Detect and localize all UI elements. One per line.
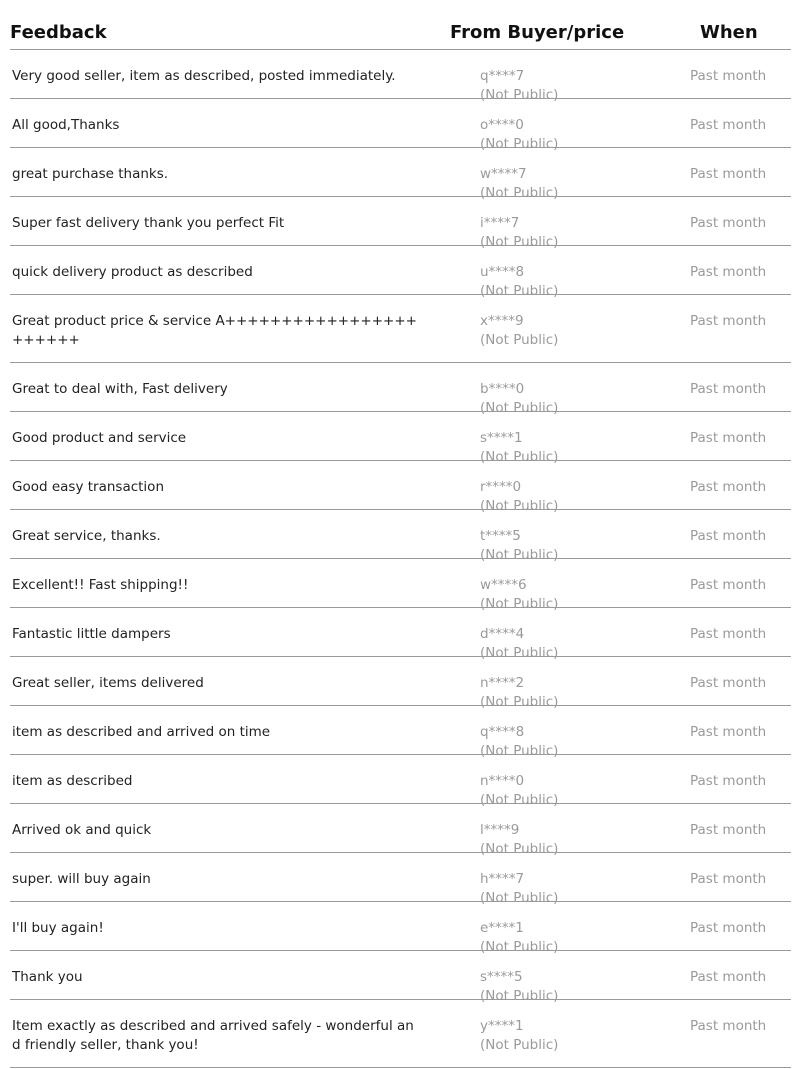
feedback-text: item as described bbox=[12, 773, 133, 789]
buyer-id: x****9 bbox=[480, 313, 524, 329]
buyer-visibility: (Not Public) bbox=[480, 87, 559, 103]
feedback-rows bbox=[10, 50, 791, 1068]
table-row bbox=[10, 1000, 791, 1068]
buyer-id: n****0 bbox=[480, 773, 525, 789]
feedback-text: item as described and arrived on time bbox=[12, 724, 271, 740]
table-row bbox=[10, 363, 791, 416]
buyer-visibility: (Not Public) bbox=[480, 234, 559, 250]
feedback-text: All good,Thanks bbox=[12, 117, 120, 133]
buyer-id: i****7 bbox=[480, 215, 520, 231]
table-row bbox=[10, 657, 791, 710]
feedback-text: Good easy transaction bbox=[12, 479, 164, 495]
feedback-table bbox=[10, 0, 791, 1068]
feedback-text: Excellent!! Fast shipping!! bbox=[12, 577, 189, 593]
feedback-text: Arrived ok and quick bbox=[12, 822, 152, 838]
buyer-visibility: (Not Public) bbox=[480, 498, 559, 514]
buyer-id: e****1 bbox=[480, 920, 524, 936]
buyer-id: b****0 bbox=[480, 381, 525, 397]
feedback-when: Past month bbox=[690, 1018, 767, 1034]
buyer-visibility: (Not Public) bbox=[480, 136, 559, 152]
feedback-when: Past month bbox=[690, 166, 767, 182]
buyer-id: y****1 bbox=[480, 1018, 524, 1034]
feedback-when: Past month bbox=[690, 528, 767, 544]
buyer-visibility: (Not Public) bbox=[480, 283, 559, 299]
buyer-visibility: (Not Public) bbox=[480, 185, 559, 201]
table-row bbox=[10, 246, 791, 299]
buyer-id: w****7 bbox=[480, 166, 527, 182]
feedback-when: Past month bbox=[690, 117, 767, 133]
feedback-when: Past month bbox=[690, 724, 767, 740]
table-row bbox=[10, 148, 791, 201]
table-row bbox=[10, 559, 791, 612]
table-row bbox=[10, 50, 791, 103]
buyer-visibility: (Not Public) bbox=[480, 449, 559, 465]
table-row bbox=[10, 412, 791, 465]
table-row bbox=[10, 853, 791, 906]
table-row bbox=[10, 706, 791, 759]
table-row bbox=[10, 510, 791, 563]
buyer-visibility: (Not Public) bbox=[480, 792, 559, 808]
feedback-text: Very good seller, item as described, posted immediately. bbox=[12, 68, 396, 84]
buyer-id: h****7 bbox=[480, 871, 525, 887]
feedback-text: Great to deal with, Fast delivery bbox=[12, 381, 228, 397]
buyer-visibility: (Not Public) bbox=[480, 743, 559, 759]
buyer-cell bbox=[480, 1017, 558, 1055]
feedback-when: Past month bbox=[690, 920, 767, 936]
table-row bbox=[10, 951, 791, 1004]
feedback-when: Past month bbox=[690, 313, 767, 329]
feedback-when: Past month bbox=[690, 675, 767, 691]
feedback-when: Past month bbox=[690, 626, 767, 642]
table-row bbox=[10, 608, 791, 661]
feedback-when: Past month bbox=[690, 68, 767, 84]
feedback-when: Past month bbox=[690, 264, 767, 280]
feedback-text: Thank you bbox=[12, 969, 83, 985]
feedback-text: Great seller, items delivered bbox=[12, 675, 204, 691]
table-header bbox=[10, 0, 791, 50]
buyer-id: o****0 bbox=[480, 117, 524, 133]
feedback-when: Past month bbox=[690, 969, 767, 985]
table-row bbox=[10, 804, 791, 857]
table-row bbox=[10, 902, 791, 955]
feedback-when: Past month bbox=[690, 479, 767, 495]
feedback-text: quick delivery product as described bbox=[12, 264, 253, 280]
buyer-visibility: (Not Public) bbox=[480, 332, 559, 348]
buyer-visibility: (Not Public) bbox=[480, 400, 559, 416]
buyer-visibility: (Not Public) bbox=[480, 939, 559, 955]
feedback-when: Past month bbox=[690, 215, 767, 231]
feedback-text: super. will buy again bbox=[12, 871, 151, 887]
buyer-id: d****4 bbox=[480, 626, 525, 642]
buyer-visibility: (Not Public) bbox=[480, 694, 559, 710]
buyer-id: q****7 bbox=[480, 68, 525, 84]
feedback-when: Past month bbox=[690, 871, 767, 887]
table-row bbox=[10, 755, 791, 808]
buyer-cell bbox=[480, 312, 558, 350]
feedback-text: Super fast delivery thank you perfect Fit bbox=[12, 215, 285, 231]
table-row bbox=[10, 99, 791, 152]
header-feedback: Feedback bbox=[10, 22, 107, 43]
buyer-visibility: (Not Public) bbox=[480, 596, 559, 612]
feedback-when: Past month bbox=[690, 822, 767, 838]
feedback-text: Great service, thanks. bbox=[12, 528, 161, 544]
feedback-when: Past month bbox=[690, 430, 767, 446]
buyer-visibility: (Not Public) bbox=[480, 547, 559, 563]
buyer-visibility: (Not Public) bbox=[480, 1037, 559, 1053]
buyer-id: s****1 bbox=[480, 430, 523, 446]
buyer-id: l****9 bbox=[480, 822, 520, 838]
buyer-visibility: (Not Public) bbox=[480, 890, 559, 906]
feedback-text: Item exactly as described and arrived safely - wonderful and friendly seller, thank you! bbox=[12, 1018, 414, 1053]
feedback-text: great purchase thanks. bbox=[12, 166, 169, 182]
table-row bbox=[10, 461, 791, 514]
buyer-id: u****8 bbox=[480, 264, 525, 280]
feedback-when: Past month bbox=[690, 381, 767, 397]
feedback-when: Past month bbox=[690, 773, 767, 789]
feedback-text: Good product and service bbox=[12, 430, 187, 446]
feedback-when: Past month bbox=[690, 577, 767, 593]
feedback-text: Fantastic little dampers bbox=[12, 626, 171, 642]
buyer-visibility: (Not Public) bbox=[480, 645, 559, 661]
table-row bbox=[10, 197, 791, 250]
header-when: When bbox=[700, 22, 758, 43]
buyer-id: q****8 bbox=[480, 724, 525, 740]
feedback-text: I'll buy again! bbox=[12, 920, 104, 936]
buyer-id: s****5 bbox=[480, 969, 523, 985]
buyer-visibility: (Not Public) bbox=[480, 988, 559, 1004]
header-buyer-price: From Buyer/price bbox=[450, 22, 625, 43]
buyer-id: r****0 bbox=[480, 479, 522, 495]
table-row bbox=[10, 295, 791, 363]
buyer-id: t****5 bbox=[480, 528, 521, 544]
buyer-id: w****6 bbox=[480, 577, 527, 593]
feedback-text: Great product price & service A+++++++++++++++++++++++ bbox=[12, 313, 417, 348]
buyer-visibility: (Not Public) bbox=[480, 841, 559, 857]
buyer-id: n****2 bbox=[480, 675, 525, 691]
